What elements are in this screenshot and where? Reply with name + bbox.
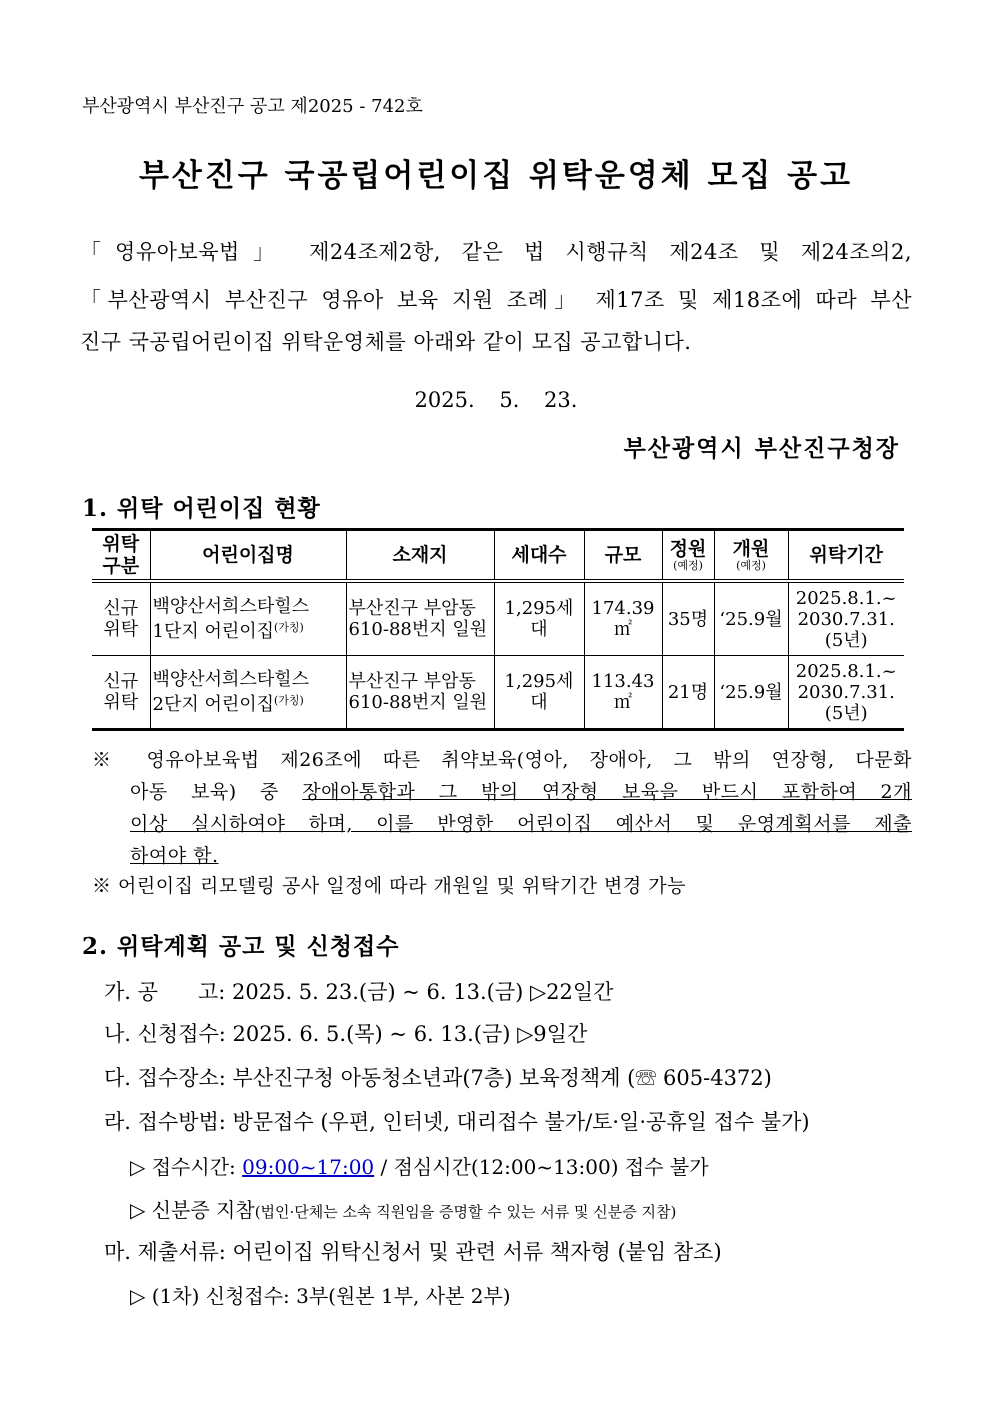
cell-opening: ‘25.9월 bbox=[714, 581, 788, 656]
cell-location: 부산진구 부암동 610-88번지 일원 bbox=[346, 656, 494, 730]
cell-size: 113.43㎡ bbox=[584, 656, 662, 730]
intro-line-2: 「부산광역시 부산진구 영유아 보육 지원 조례」 제17조 및 제18조에 따라 부산 bbox=[80, 288, 912, 312]
notice-number: 부산광역시 부산진구 공고 제2025 - 742호 bbox=[82, 96, 423, 117]
table-row bbox=[92, 581, 904, 656]
cell-households: 1,295세대 bbox=[494, 581, 584, 656]
table-header-row bbox=[92, 530, 904, 582]
cell-size: 174.39㎡ bbox=[584, 581, 662, 656]
cell-households: 1,295세대 bbox=[494, 656, 584, 730]
issuer-name: 부산광역시 부산진구청장 bbox=[623, 435, 900, 462]
cell-name: 백양산서희스타힐스 1단지 어린이집$^{(가칭)}$ bbox=[150, 581, 346, 656]
intro-line-3: 진구 국공립어린이집 위탁운영체를 아래와 같이 모집 공고합니다. bbox=[80, 330, 692, 354]
page-title: 부산진구 국공립어린이집 위탁운영체 모집 공고 bbox=[138, 158, 854, 194]
cell-period: 2025.8.1.~ 2030.7.31. (5년) bbox=[788, 581, 904, 656]
cell-capacity: 21명 bbox=[662, 656, 714, 730]
cell-name: 백양산서희스타힐스 2단지 어린이집$^{(가칭)}$ bbox=[150, 656, 346, 730]
item-application-place: 다. 접수장소: 부산진구청 아동청소년과(7층) 보육정책계 (☏ 605-4372) bbox=[104, 1066, 772, 1090]
item-documents: 마. 제출서류: 어린이집 위탁신청서 및 관련 서류 책자형 (붙임 참조) bbox=[104, 1240, 722, 1264]
header-period: 위탁기간 bbox=[788, 530, 904, 582]
header-type: 위탁 구분 bbox=[92, 530, 150, 582]
header-capacity: 정원 (예정) bbox=[662, 530, 714, 582]
section-2-heading: 2. 위탁계획 공고 및 신청접수 bbox=[82, 933, 400, 960]
header-location: 소재지 bbox=[346, 530, 494, 582]
header-name: 어린이집명 bbox=[150, 530, 346, 582]
cell-type: 신규 위탁 bbox=[92, 656, 150, 730]
header-opening: 개원 (예정) bbox=[714, 530, 788, 582]
daycare-status-table bbox=[92, 528, 904, 731]
header-size: 규모 bbox=[584, 530, 662, 582]
sub-id-required: ▷ 신분증 지참(법인·단체는 소속 직원임을 증명할 수 있는 서류 및 신분증 지참) bbox=[130, 1198, 677, 1222]
item-application-period: 나. 신청접수: 2025. 6. 5.(목) ~ 6. 13.(금) ▷9일간 bbox=[104, 1022, 588, 1046]
note-remodeling: ※ 어린이집 리모델링 공사 일정에 따라 개원일 및 위탁기간 변경 가능 bbox=[92, 875, 686, 897]
sub-copies: ▷ (1차) 신청접수: 3부(원본 1부, 사본 2부) bbox=[130, 1284, 511, 1308]
item-application-method: 라. 접수방법: 방문접수 (우편, 인터넷, 대리접수 불가/토·일·공휴일 접수 불가) bbox=[104, 1110, 810, 1134]
table-row bbox=[92, 656, 904, 730]
cell-period: 2025.8.1.~ 2030.7.31. (5년) bbox=[788, 656, 904, 730]
cell-location: 부산진구 부암동 610-88번지 일원 bbox=[346, 581, 494, 656]
cell-type: 신규 위탁 bbox=[92, 581, 150, 656]
sub-reception-hours: ▷ 접수시간: 09:00~17:00 / 점심시간(12:00~13:00) 접수 불가 bbox=[130, 1155, 709, 1179]
cell-opening: ‘25.9월 bbox=[714, 656, 788, 730]
section-1-heading: 1. 위탁 어린이집 현황 bbox=[82, 495, 321, 522]
notice-date: 2025. 5. 23. bbox=[414, 388, 578, 412]
item-announcement-period: 가. 공 고: 2025. 5. 23.(금) ~ 6. 13.(금) ▷22일간 bbox=[104, 980, 614, 1004]
header-households: 세대수 bbox=[494, 530, 584, 582]
intro-line-1: 「영유아보육법」 제24조제2항, 같은 법 시행규칙 제24조 및 제24조의2, bbox=[80, 240, 912, 264]
cell-capacity: 35명 bbox=[662, 581, 714, 656]
note-vulnerable-care: ※ 영유아보육법 제26조에 따른 취약보육(영아, 장애아, 그 밖의 연장형, 다문화 아동 보육) 중 장애아통합과 그 밖의 연장형 보육을 반드시 포함하여 2개 이상 실시하여야 하며, 이를 반영한 어린이집 예산서 및 운영계획서를 제출 하여야 함. bbox=[92, 749, 912, 867]
